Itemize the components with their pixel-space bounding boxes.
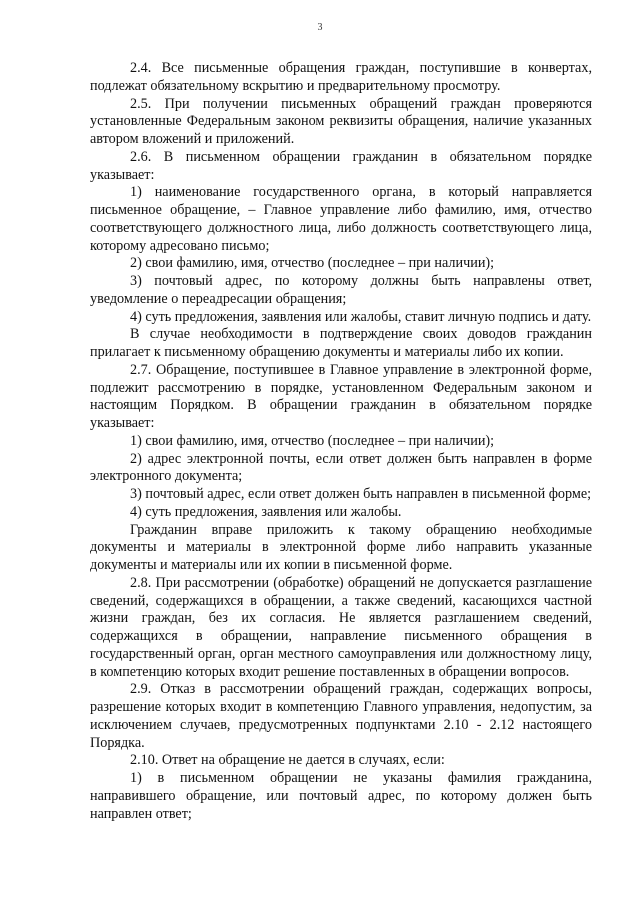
- list-item-2-7-2: 2) адрес электронной почты, если ответ должен быть направлен в форме электронного документа;: [90, 450, 592, 485]
- paragraph-2-6: 2.6. В письменном обращении гражданин в обязательном порядке указывает:: [90, 148, 592, 183]
- document-body: [90, 60, 592, 823]
- paragraph-attachments: В случае необходимости в подтверждение своих доводов гражданин прилагает к письменному обращению документы и материалы либо их копии.: [90, 326, 592, 360]
- list-item-2-10-1: 1) в письменном обращении не указаны фамилия гражданина, направившего обращение, или почтовый адрес, по которому должен быть направлен ответ;: [90, 770, 592, 822]
- paragraph-2-8: 2.8. При рассмотрении (обработке) обращений не допускается разглашение сведений, содержащихся в обращении, а также сведений, касающихся частной жизни граждан, без их согласия. Не является разглашением сведений, содержащихся в обращении, направление письменного обращения в государственный орган, орган местного самоуправления или должностному лицу, в компетенцию которых входит решение поставленных в обращении вопросов.: [90, 574, 592, 680]
- list-item-2-6-2: 2) свои фамилию, имя, отчество (последнее – при наличии);: [130, 255, 495, 272]
- list-item-2-7-4: 4) суть предложения, заявления или жалобы.: [130, 503, 402, 520]
- paragraph-2-10: 2.10. Ответ на обращение не дается в случаях, если:: [130, 752, 445, 769]
- paragraph-2-9: 2.9. Отказ в рассмотрении обращений граждан, содержащих вопросы, разрешение которых входит в компетенцию Главного управления, недопустим, за исключением случаев, предусмотренных подпунктами 2.10 - 2.12 настоящего Порядка.: [90, 681, 592, 751]
- paragraph-electronic-attachments: Гражданин вправе приложить к такому обращению необходимые документы и материалы в электронной форме либо направить указанные документы и материалы или их копии в письменной форме.: [90, 521, 592, 573]
- paragraph-2-7: 2.7. Обращение, поступившее в Главное управление в электронной форме, подлежит рассмотрению в порядке, установленном Федеральным законом и настоящим Порядком. В обращении гражданин в обязательном порядке указывает:: [90, 361, 592, 431]
- list-item-2-6-3: 3) почтовый адрес, по которому должны быть направлены ответ, уведомление о переадресации обращения;: [90, 273, 592, 307]
- paragraph-2-4: 2.4. Все письменные обращения граждан, поступившие в конвертах, подлежат обязательному вскрытию и предварительному просмотру.: [90, 60, 592, 94]
- page-number: 3: [317, 22, 323, 33]
- paragraph-2-5: 2.5. При получении письменных обращений граждан проверяются установленные Федеральным законом реквизиты обращения, наличие указанных автором вложений и приложений.: [90, 95, 592, 147]
- list-item-2-7-1: 1) свои фамилию, имя, отчество (последнее – при наличии);: [130, 432, 495, 449]
- list-item-2-7-3: 3) почтовый адрес, если ответ должен быть направлен в письменной форме;: [130, 486, 592, 502]
- list-item-2-6-1: 1) наименование государственного органа, в который направляется письменное обращение, – Главное управление либо фамилию, имя, отчество соответствующего должностного лица, либо должность соответствующего лица, которому адресовано письмо;: [90, 184, 592, 254]
- list-item-2-6-4: 4) суть предложения, заявления или жалобы, ставит личную подпись и дату.: [130, 308, 592, 325]
